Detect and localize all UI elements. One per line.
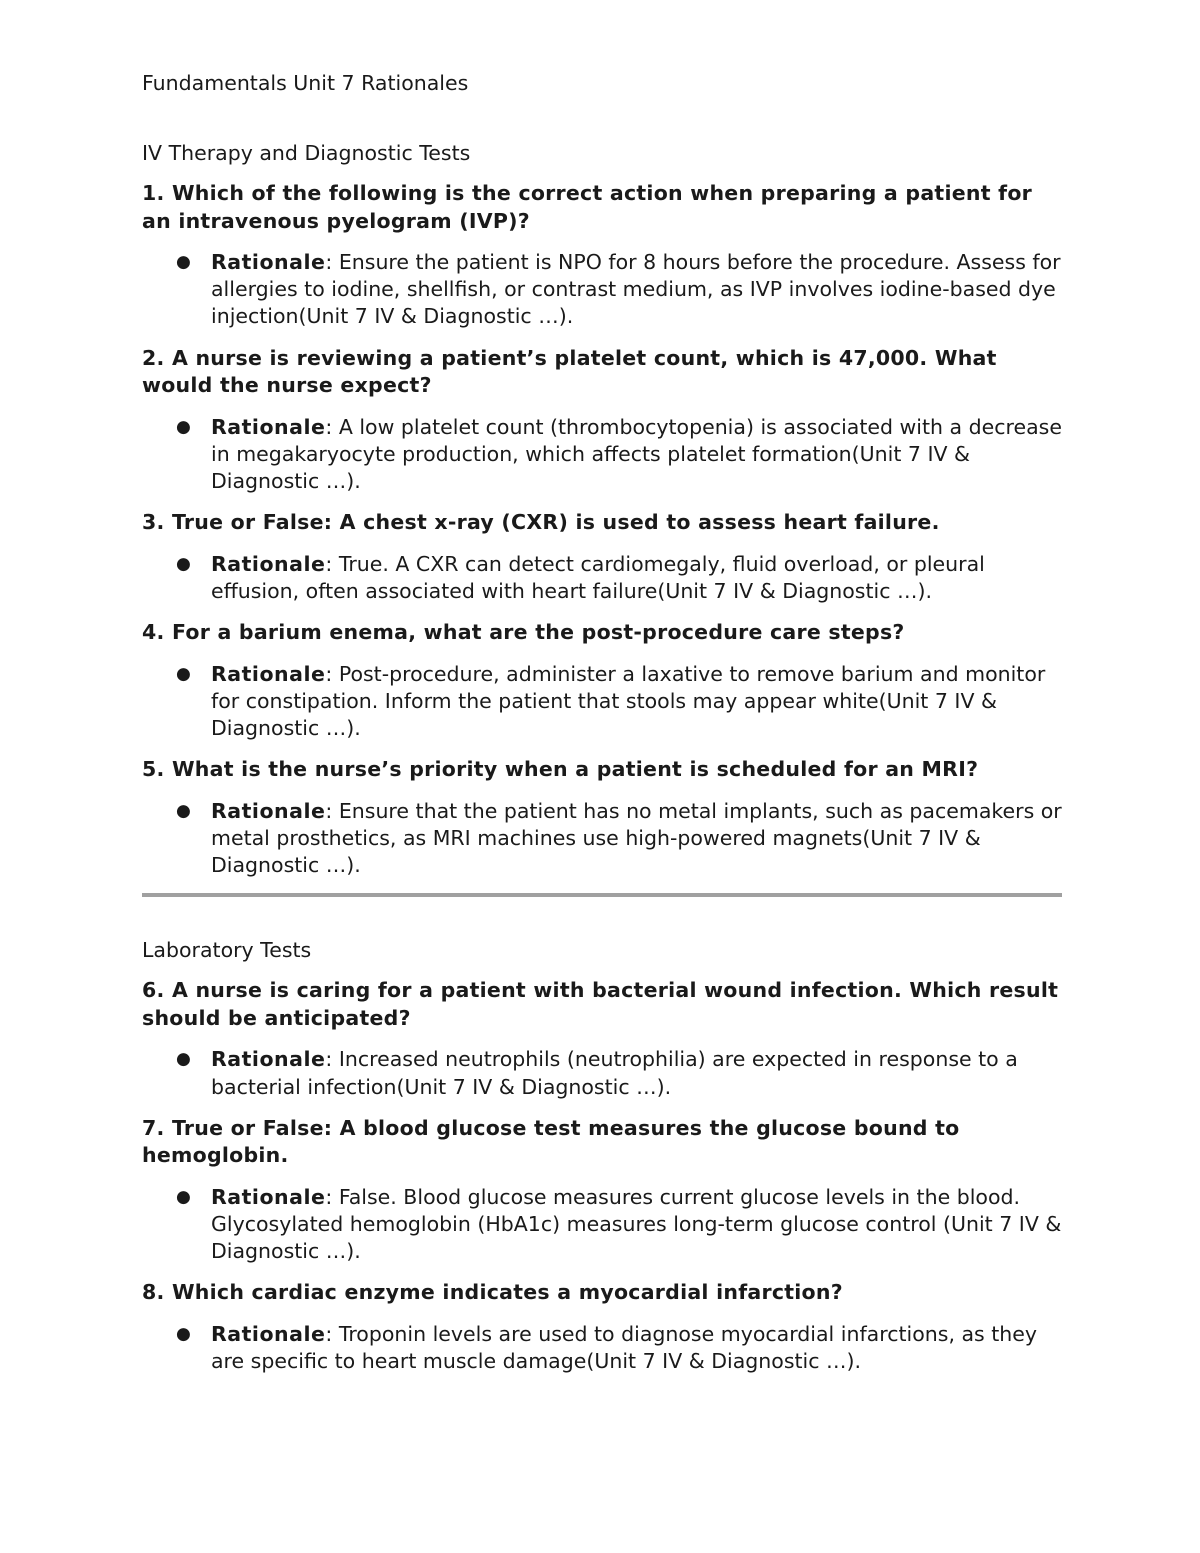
- bullet-icon: ●: [176, 416, 191, 437]
- rationale-label: Rationale: [211, 1047, 326, 1072]
- question-block: [142, 345, 1062, 496]
- rationale-item: [142, 798, 1062, 880]
- bullet-icon: ●: [176, 800, 191, 821]
- question-block: [142, 509, 1062, 605]
- question-block: [142, 756, 1062, 879]
- rationale-label: Rationale: [211, 661, 326, 686]
- rationale-item: [142, 1321, 1062, 1375]
- question-text: 4. For a barium enema, what are the post-procedure care steps?: [142, 620, 905, 645]
- rationale-item: [142, 1184, 1062, 1266]
- rationale-label: Rationale: [211, 798, 326, 823]
- rationale-item: [142, 1046, 1062, 1100]
- question-block: [142, 1279, 1062, 1375]
- question-text: 6. A nurse is caring for a patient with bacterial wound infection. Which result should be anticipated?: [142, 978, 1059, 1030]
- document-page: [142, 68, 1062, 1375]
- question-block: [142, 977, 1062, 1100]
- rationale-text: : Ensure that the patient has no metal implants, such as pacemakers or metal prosthetics, as MRI machines use high-powered magnets(Unit 7 IV & Diagnostic …).: [211, 798, 1062, 878]
- question-text: 8. Which cardiac enzyme indicates a myocardial infarction?: [142, 1280, 843, 1305]
- rationale-text: : Post-procedure, administer a laxative to remove barium and monitor for constipation. Inform the patient that stools may appear white(Unit 7 IV & Diagnostic …).: [211, 661, 1046, 741]
- question-block: [142, 180, 1062, 331]
- rationale-item: [142, 661, 1062, 743]
- question-text: 7. True or False: A blood glucose test measures the glucose bound to hemoglobin.: [142, 1115, 960, 1168]
- question-text: 1. Which of the following is the correct action when preparing a patient for an intravenous pyelogram (IVP)?: [142, 181, 1033, 233]
- question-block: [142, 1115, 1062, 1266]
- question-text: 2. A nurse is reviewing a patient’s platelet count, which is 47,000. What would the nurse expect?: [142, 345, 997, 398]
- rationale-text: : False. Blood glucose measures current glucose levels in the blood. Glycosylated hemoglobin (HbA1c) measures long-term glucose control (Unit 7 IV & Diagnostic …).: [211, 1184, 1062, 1264]
- bullet-icon: ●: [176, 1323, 191, 1344]
- rationale-label: Rationale: [211, 1321, 326, 1346]
- rationale-label: Rationale: [211, 551, 326, 576]
- rationale-text: : Increased neutrophils (neutrophilia) are expected in response to a bacterial infection(Unit 7 IV & Diagnostic …).: [211, 1047, 1018, 1099]
- bullet-icon: ●: [176, 252, 191, 272]
- rationale-item: [142, 551, 1062, 605]
- rationale-text: : Ensure the patient is NPO for 8 hours before the procedure. Assess for allergies to iodine, shellfish, or contrast medium, as IVP involves iodine-based dye injection(Unit 7 IV & Diagnostic …).: [211, 250, 1061, 329]
- section-heading: Laboratory Tests: [142, 938, 312, 963]
- rationale-text: : True. A CXR can detect cardiomegaly, fluid overload, or pleural effusion, often associated with heart failure(Unit 7 IV & Diagnostic …).: [211, 551, 985, 603]
- rationale-item: [142, 249, 1062, 331]
- section-heading: IV Therapy and Diagnostic Tests: [142, 141, 471, 165]
- rationale-item: [142, 414, 1062, 496]
- rationale-text: : A low platelet count (thrombocytopenia) is associated with a decrease in megakaryocyte production, which affects platelet formation(Unit 7 IV & Diagnostic …).: [211, 414, 1062, 494]
- section-divider: [142, 893, 1062, 897]
- bullet-icon: ●: [176, 1049, 191, 1070]
- rationale-label: Rationale: [211, 250, 326, 274]
- bullet-icon: ●: [176, 553, 191, 574]
- question-block: [142, 619, 1062, 742]
- document-title: Fundamentals Unit 7 Rationales: [142, 71, 469, 95]
- question-text: 3. True or False: A chest x-ray (CXR) is used to assess heart failure.: [142, 510, 940, 535]
- rationale-text: : Troponin levels are used to diagnose myocardial infarctions, as they are specific to heart muscle damage(Unit 7 IV & Diagnostic …).: [211, 1321, 1038, 1374]
- rationale-label: Rationale: [211, 414, 326, 439]
- bullet-icon: ●: [176, 663, 191, 684]
- rationale-label: Rationale: [211, 1184, 326, 1209]
- bullet-icon: ●: [176, 1186, 191, 1207]
- question-text: 5. What is the nurse’s priority when a patient is scheduled for an MRI?: [142, 757, 979, 782]
